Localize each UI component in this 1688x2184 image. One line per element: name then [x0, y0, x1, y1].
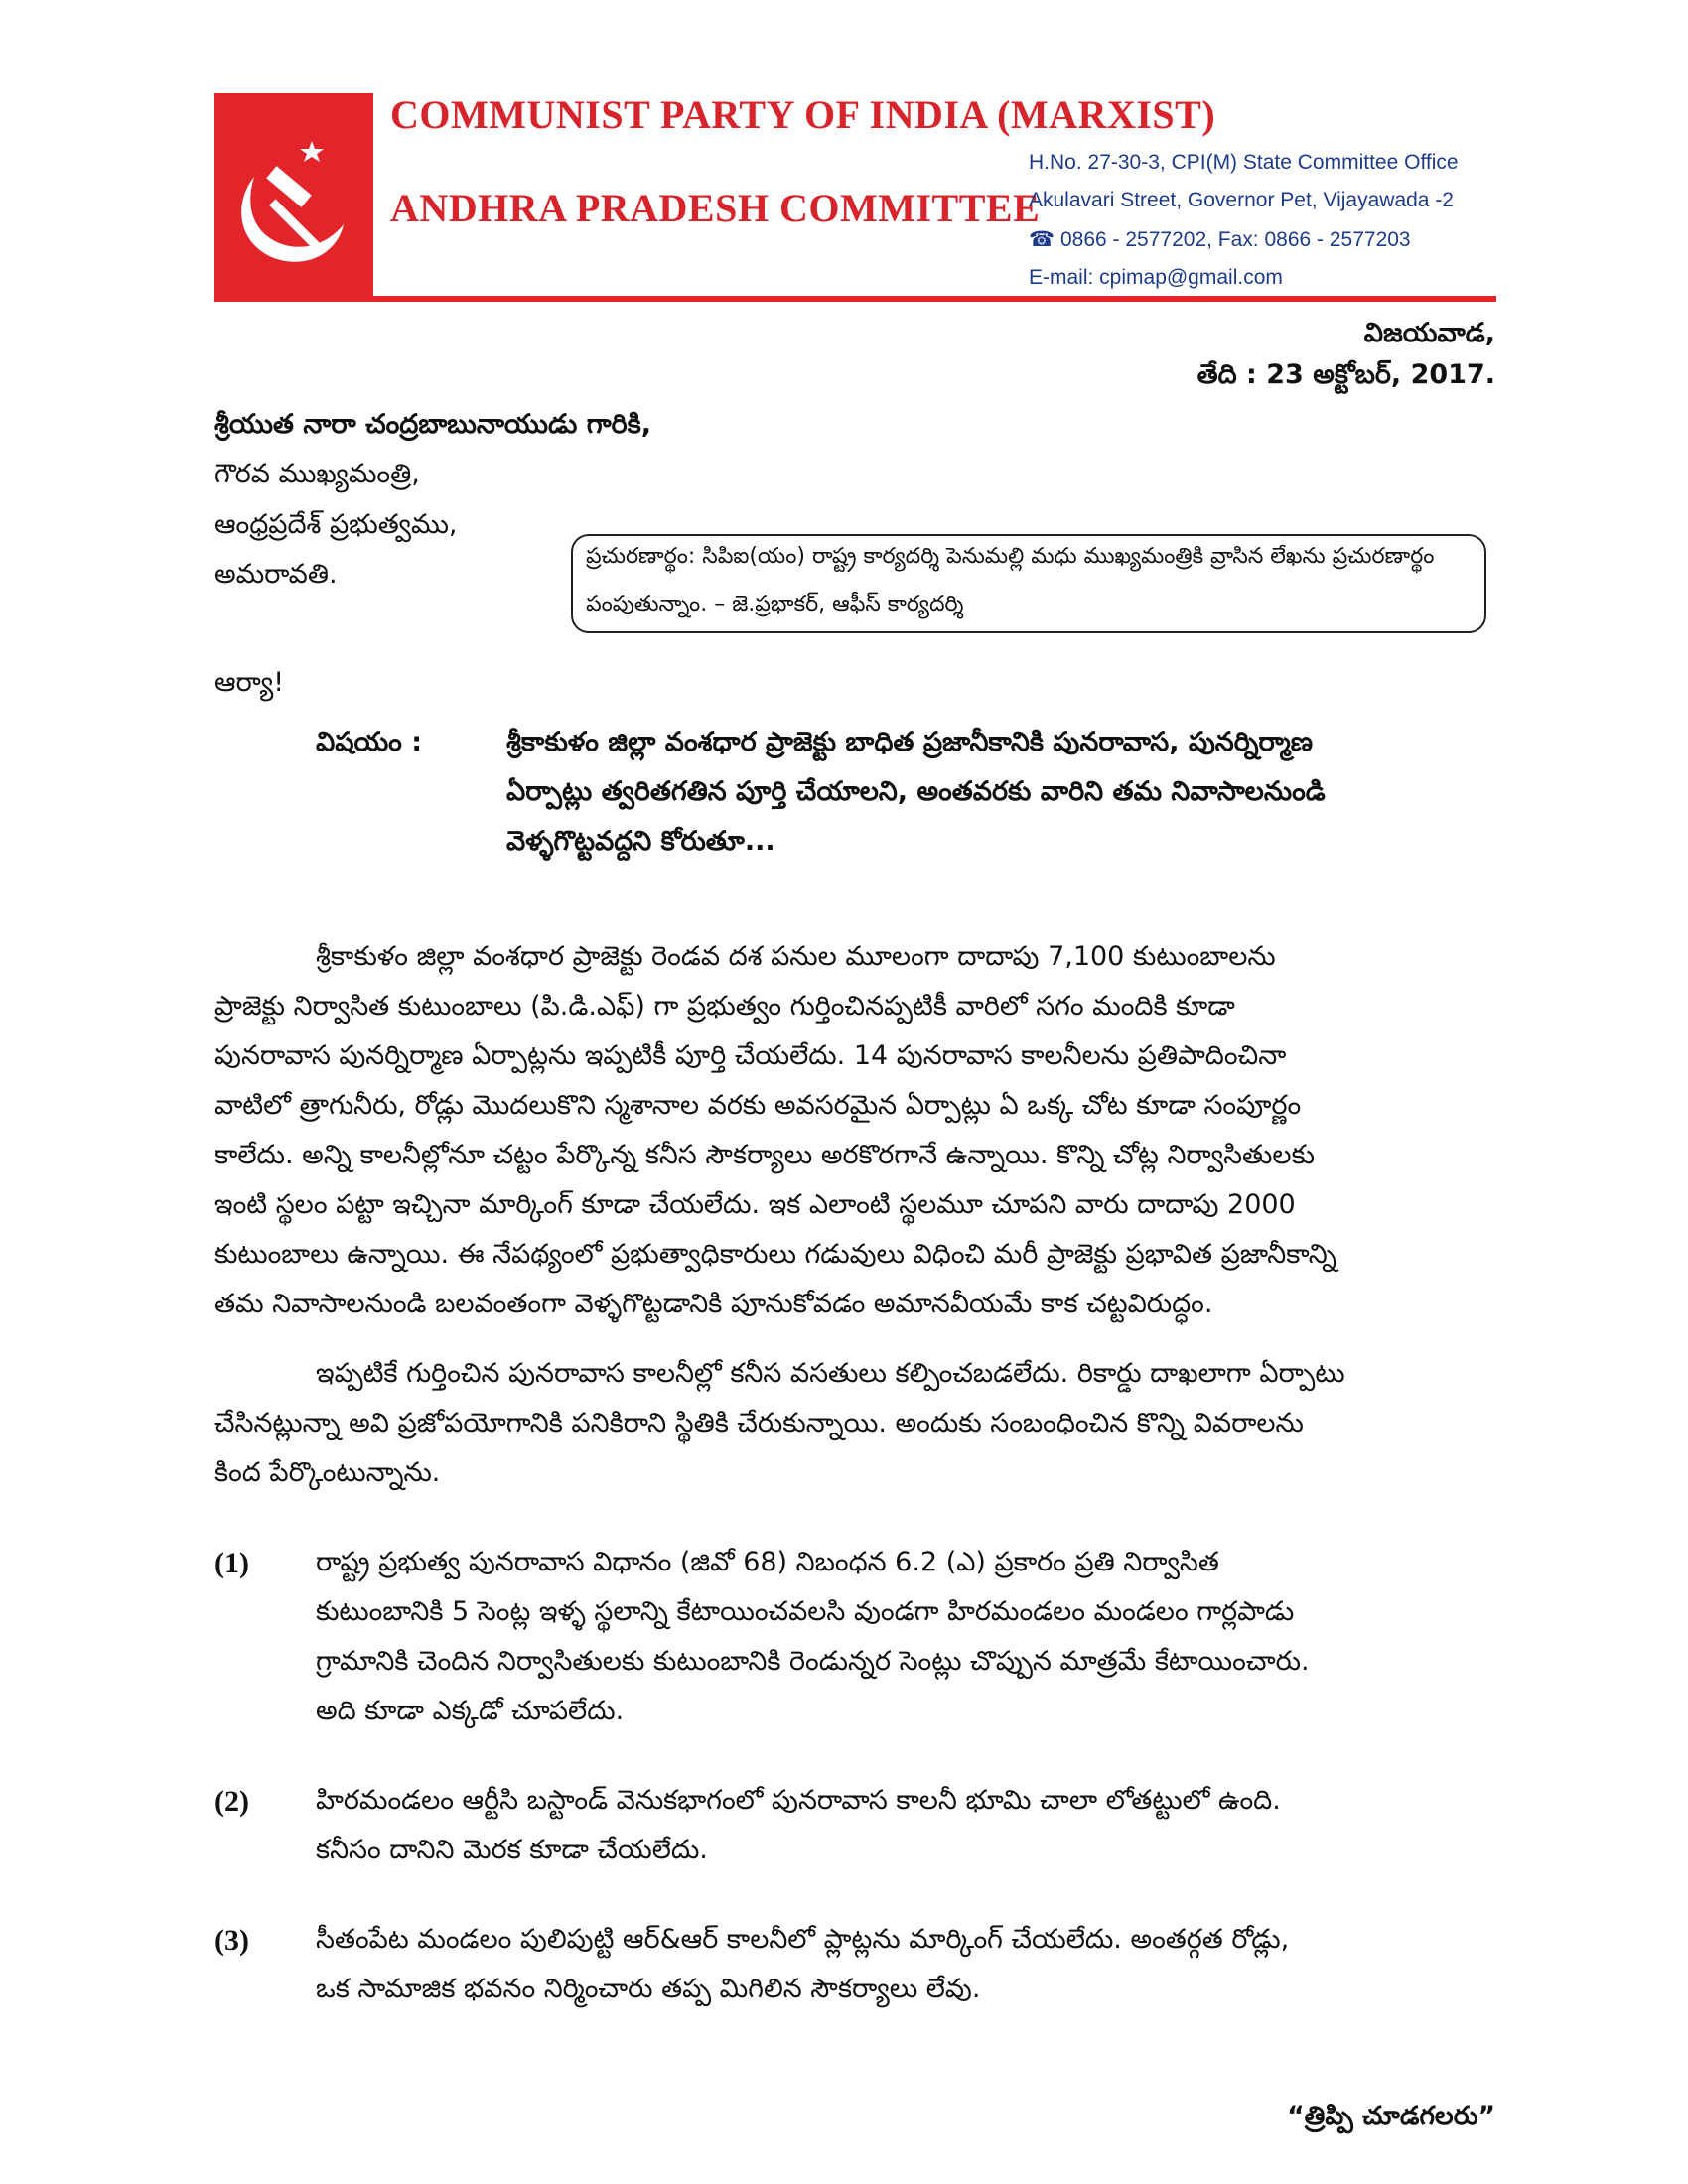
- party-name: COMMUNIST PARTY OF INDIA (MARXIST): [390, 92, 1216, 137]
- recipient-name: శ్రీయుత నారా చంద్రబాబునాయుడు గారికి,: [214, 409, 651, 440]
- paragraph-line: తమ నివాసాలనుండి బలవంతంగా వెళ్ళగొట్టడానికి పూనుకోవడం అమానవీయమే కాక చట్టవిరుద్ధం.: [214, 1289, 1213, 1319]
- party-logo: [214, 93, 373, 302]
- item-line: సీతంపేట మండలం పులిపుట్టి ఆర్&ఆర్ కాలనీలో ప్లాట్లను మార్కింగ్ చేయలేదు. అంతర్గత రోడ్లు,: [316, 1924, 1290, 1955]
- office-address-line1: H.No. 27-30-3, CPI(M) State Committee Office: [1029, 151, 1459, 174]
- paragraph-line: కింద పేర్కొంటున్నాను.: [214, 1457, 441, 1488]
- paragraph-line: కాలేదు. అన్ని కాలనీల్లోనూ చట్టం పేర్కొన్న కనీస సౌకర్యాలు అరకొరగానే ఉన్నాయి. కొన్ని చోట్ల నిర్వాసితులకు: [214, 1140, 1315, 1170]
- item-number: (3): [214, 1924, 249, 1957]
- subject-line: ఏర్పాట్లు త్వరితగతిన పూర్తి చేయాలని, అంతవరకు వారిని తమ నివాసాలనుండి: [506, 776, 1326, 807]
- item-number: (1): [214, 1547, 249, 1579]
- subject-line: వెళ్ళగొట్టవద్దని కోరుతూ...: [506, 826, 775, 857]
- press-note-line2: పంపుతున్నాం. – జె.ప్రభాకర్, ఆఫీస్ కార్యదర్శి: [586, 592, 964, 616]
- item-line: హిరమండలం ఆర్టీసి బస్టాండ్ వెనుకభాగంలో పునరావాస కాలనీ భూమి చాలా లోతట్టులో ఉంది.: [316, 1785, 1281, 1816]
- item-line: కుటుంబానికి 5 సెంట్ల ఇళ్ళ స్థలాన్ని కేటాయించవలసి వుండగా హిరమండలం మండలం గార్లపాడు: [316, 1596, 1295, 1627]
- item-number: (2): [214, 1785, 249, 1818]
- salutation: ఆర్యా!: [214, 667, 285, 698]
- item-line: ఒక సామాజిక భవనం నిర్మించారు తప్ప మిగిలిన సౌకర్యాలు లేవు.: [316, 1974, 981, 2004]
- continued-overleaf: “త్రిప్పి చూడగలరు”: [1287, 2101, 1495, 2131]
- recipient-government: ఆంధ్రప్రదేశ్ ప్రభుత్వము,: [214, 509, 458, 540]
- press-note-line1: ప్రచురణార్థం: సిపిఐ(యం) రాష్ట్ర కార్యదర్శి పెనుమల్లి మధు ముఖ్యమంత్రికి వ్రాసిన లేఖను ప్రచురణార్థం: [586, 544, 1435, 569]
- paragraph-line: ప్రాజెక్టు నిర్వాసిత కుటుంబాలు (పి.డి.ఎఫ్) గా ప్రభుత్వం గుర్తించినప్పటికీ వారిలో సగం మందికి కూడా: [214, 991, 1235, 1022]
- item-line: అది కూడా ఎక్కడో చూపలేదు.: [316, 1696, 625, 1726]
- letter-place: విజయవాడ,: [1363, 318, 1495, 348]
- recipient-city: అమరావతి.: [214, 559, 338, 590]
- committee-name: ANDHRA PRADESH COMMITTEE: [390, 186, 1041, 230]
- phone-fax-line: ☎ 0866 - 2577202, Fax: 0866 - 2577203: [1029, 228, 1411, 251]
- subject-label: విషయం :: [316, 727, 423, 757]
- item-line: రాష్ట్ర ప్రభుత్వ పునరావాస విధానం (జివో 68) నిబంధన 6.2 (ఎ) ప్రకారం ప్రతి నిర్వాసిత: [316, 1547, 1219, 1577]
- paragraph-line: చేసినట్లున్నా అవి ప్రజోపయోగానికి పనికిరాని స్థితికి చేరుకున్నాయి. అందుకు సంబంధించిన కొన్ని వివరాలను: [214, 1408, 1304, 1438]
- paragraph-line: కుటుంబాలు ఉన్నాయి. ఈ నేపథ్యంలో ప్రభుత్వాధికారులు గడువులు విధించి మరీ ప్రాజెక్టు ప్రభావిత ప్రజానీకాన్ని: [214, 1239, 1336, 1270]
- email-line: E-mail: cpimap@gmail.com: [1029, 266, 1283, 289]
- item-line: కనీసం దానిని మెరక కూడా చేయలేదు.: [316, 1835, 708, 1865]
- hammer-sickle-icon: [214, 93, 373, 302]
- paragraph-line: ఇప్పటికే గుర్తించిన పునరావాస కాలనీల్లో కనీస వసతులు కల్పించబడలేదు. రికార్డు దాఖలాగా ఏర్పాటు: [316, 1358, 1345, 1389]
- header-rule: [373, 296, 1496, 302]
- recipient-designation: గౌరవ ముఖ్యమంత్రి,: [214, 459, 420, 489]
- office-address-line2: Akulavari Street, Governor Pet, Vijayawada -2: [1029, 189, 1454, 211]
- paragraph-line: వాటిలో త్రాగునీరు, రోడ్లు మొదలుకొని స్మశానాల వరకు అవసరమైన ఏర్పాట్లు ఏ ఒక్క చోట కూడా సంపూర్ణం: [214, 1090, 1302, 1121]
- paragraph-line: ఇంటి స్థలం పట్టా ఇచ్చినా మార్కింగ్ కూడా చేయలేదు. ఇక ఎలాంటి స్థలమూ చూపని వారు దాదాపు 2000: [214, 1189, 1296, 1220]
- item-line: గ్రామానికి చెందిన నిర్వాసితులకు కుటుంబానికి రెండున్నర సెంట్లు చొప్పున మాత్రమే కేటాయించారు.: [316, 1646, 1310, 1677]
- paragraph-line: పునరావాస పునర్నిర్మాణ ఏర్పాట్లను ఇప్పటికీ పూర్తి చేయలేదు. 14 పునరావాస కాలనీలను ప్రతిపాదించినా: [214, 1040, 1287, 1071]
- subject-line: శ్రీకాకుళం జిల్లా వంశధార ప్రాజెక్టు బాధిత ప్రజానీకానికి పునరావాస, పునర్నిర్మాణ: [506, 727, 1314, 757]
- letter-date: తేది : 23 అక్టోబర్, 2017.: [1196, 359, 1495, 390]
- paragraph-line: శ్రీకాకుళం జిల్లా వంశధార ప్రాజెక్టు రెండవ దశ పనుల మూలంగా దాదాపు 7,100 కుటుంబాలను: [316, 941, 1276, 972]
